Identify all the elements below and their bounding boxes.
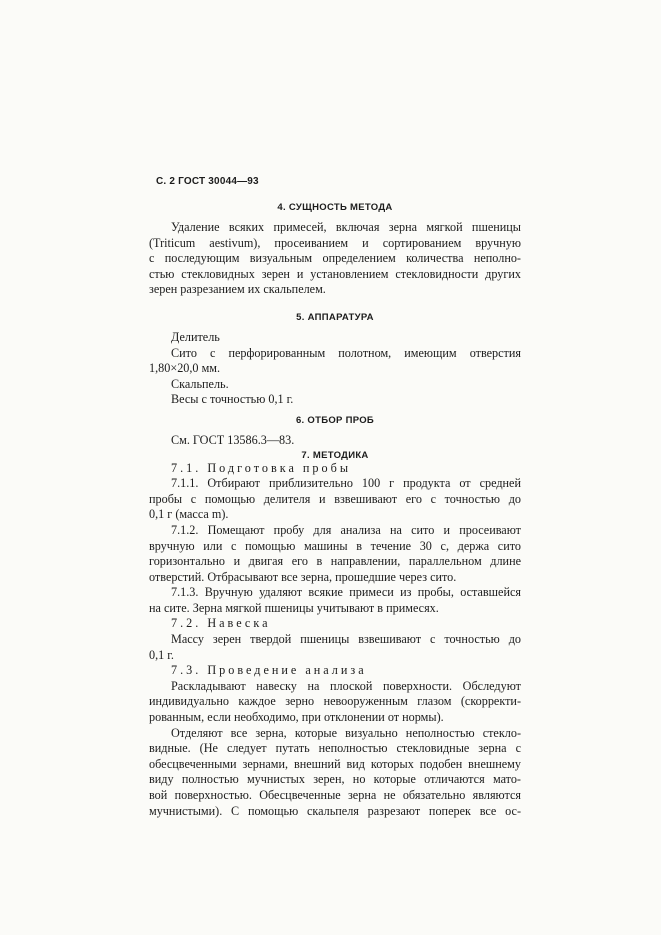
section-heading-apparatus: 5. АППАРАТУРА <box>296 311 374 323</box>
text-line: обесцвеченными зернами, внешний вид которых подобен внешнему <box>149 756 521 771</box>
text-line: рованным, если необходимо, при отклонении от нормы). <box>149 710 444 725</box>
text-line: 1,80×20,0 мм. <box>149 361 221 376</box>
text-line: стью стекловидных зерен и установлением стекловидности других <box>149 266 521 281</box>
subheading: 7.3. Проведение анализа <box>171 663 367 678</box>
text-line: Раскладывают навеску на плоской поверхности. Обследуют <box>171 678 521 693</box>
text-line: пробы с помощью делителя и взвешивают его с точностью до <box>149 491 521 506</box>
document-page <box>149 176 521 819</box>
section-heading-method: 7. МЕТОДИКА <box>301 449 369 461</box>
text-line: горизонтально и двигая его в направлении, параллельном длине <box>149 554 521 569</box>
text-line: 7.1.2. Помещают пробу для анализа на сито и просеивают <box>171 522 521 537</box>
text-line: отверстий. Отбрасывают все зерна, прошедшие через сито. <box>149 569 457 584</box>
text-line: вручную или с помощью машины в течение 30 с, держа сито <box>149 538 521 553</box>
text-line: вой поверхностью. Обесцвеченные зерна не обязательно являются <box>149 788 521 802</box>
text-line: видные. (Не следует путать неполностью стекловидные зерна с <box>149 741 521 756</box>
text-line: индивидуально каждое зерно невооруженным глазом (скорректи- <box>149 694 521 709</box>
text-line: См. ГОСТ 13586.3—83. <box>171 432 295 447</box>
section-heading-sampling: 6. ОТБОР ПРОБ <box>295 414 375 426</box>
subheading: 7.1. Подготовка пробы <box>171 460 352 475</box>
text-line: зерен разрезанием их скальпелем. <box>149 282 326 297</box>
text-line: Весы с точностью 0,1 г. <box>171 392 294 407</box>
text-line: Отделяют все зерна, которые визуально неполностью стекло- <box>171 725 521 740</box>
text-line: Сито с перфорированным полотном, имеющим отверстия <box>171 345 521 360</box>
text-line: 0,1 г (масса m). <box>149 507 229 522</box>
subheading: 7.2. Навеска <box>171 616 271 631</box>
text-line: с последующим визуальным определением количества неполно- <box>149 251 521 266</box>
text-line: Удаление всяких примесей, включая зерна мягкой пшеницы <box>171 220 521 234</box>
text-line: 7.1.3. Вручную удаляют всякие примеси из пробы, оставшейся <box>171 585 521 600</box>
text-line: на сите. Зерна мягкой пшеницы учитывают в примесях. <box>149 600 439 615</box>
text-line: 7.1.1. Отбирают приблизительно 100 г продукта от средней <box>171 476 521 491</box>
text-line: 0,1 г. <box>149 647 174 662</box>
text-line: Делитель <box>171 329 220 344</box>
section-heading-essence: 4. СУЩНОСТЬ МЕТОДА <box>277 202 393 213</box>
text-line: мучнистыми). С помощью скальпеля разрезают поперек все ос- <box>149 803 521 818</box>
text-line: Массу зерен твердой пшеницы взвешивают с точностью до <box>171 632 521 647</box>
text-line: виду полностью мучнистых зерен, но которые отличаются мато- <box>149 772 521 787</box>
text-line: (Triticum aestivum), просеиванием и сортированием вручную <box>149 235 521 250</box>
text-line: Скальпель. <box>171 376 229 391</box>
running-head: С. 2 ГОСТ 30044—93 <box>156 176 259 187</box>
